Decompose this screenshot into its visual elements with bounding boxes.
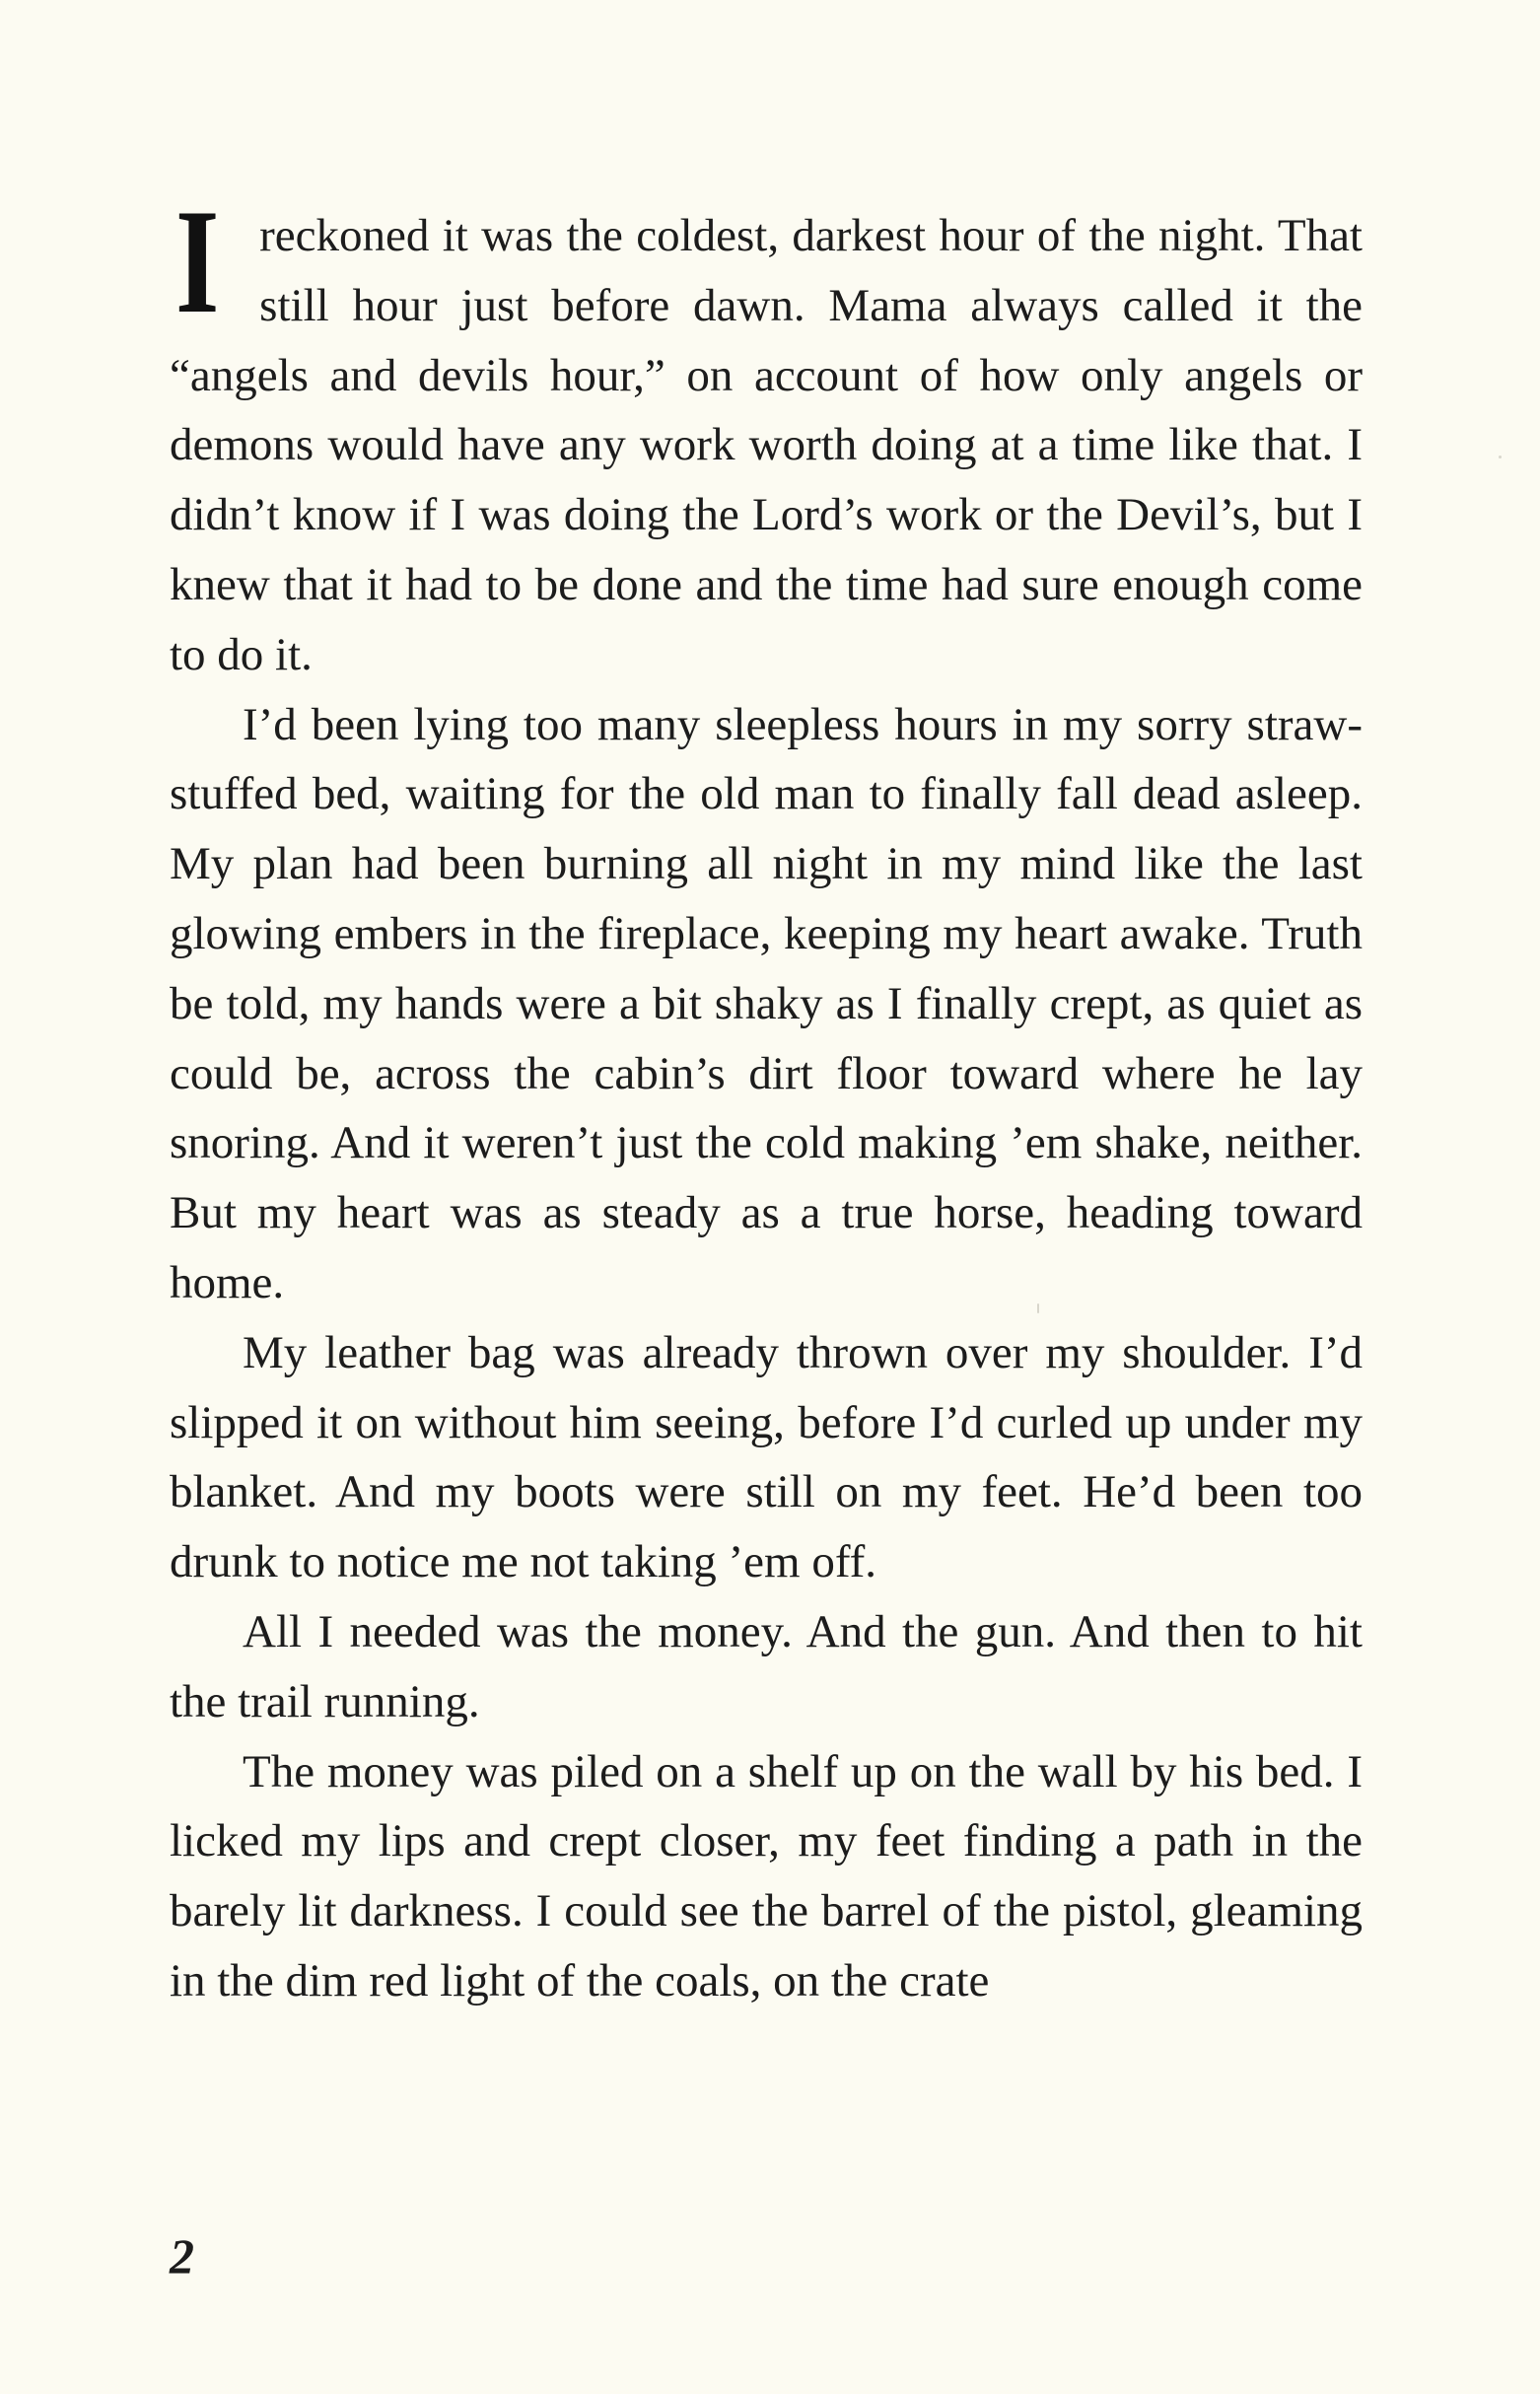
paper-speck	[1037, 1303, 1039, 1313]
paragraph-3: My leather bag was already thrown over my shoulder. I’d slipped it on without him seeing, before I’d curled up under my blanket. And my boots were still on my feet. He’d been too drunk to notice me not taking ’em off.	[170, 1326, 1363, 1588]
paragraph-1	[170, 178, 1363, 690]
body-text	[170, 178, 1363, 2016]
page-number: 2	[170, 2228, 194, 2284]
paper-speck	[1499, 456, 1502, 458]
paragraph-4: All I needed was the money. And the gun. And then to hit the trail running.	[170, 1605, 1363, 1727]
paragraph-1-text: reckoned it was the coldest, darkest hour of the night. That still hour just before dawn. Mama always called it the “angels and devils hour,” on account of how only angels or demons would have any work worth doing at a time like that. I didn’t know if I was doing the Lord’s work or the Devil’s, but I knew that it had to be done and the time had sure enough come to do it.	[170, 210, 1363, 680]
drop-cap: I	[175, 178, 220, 344]
paragraph-5: The money was piled on a shelf up on the wall by his bed. I licked my lips and crept closer, my feet finding a path in the barely lit darkness. I could see the barrel of the pistol, gleaming in the dim red light of the coals, on the crate	[170, 1745, 1363, 2007]
paragraph-2: I’d been lying too many sleepless hours in my sorry straw-stuffed bed, waiting for the old man to finally fall dead asleep. My plan had been burning all night in my mind like the last glowing embers in the fireplace, keeping my heart awake. Truth be told, my hands were a bit shaky as I finally crept, as quiet as could be, across the cabin’s dirt floor toward where he lay snoring. And it weren’t just the cold making ’em shake, neither. But my heart was as steady as a true horse, heading toward home.	[170, 698, 1363, 1308]
